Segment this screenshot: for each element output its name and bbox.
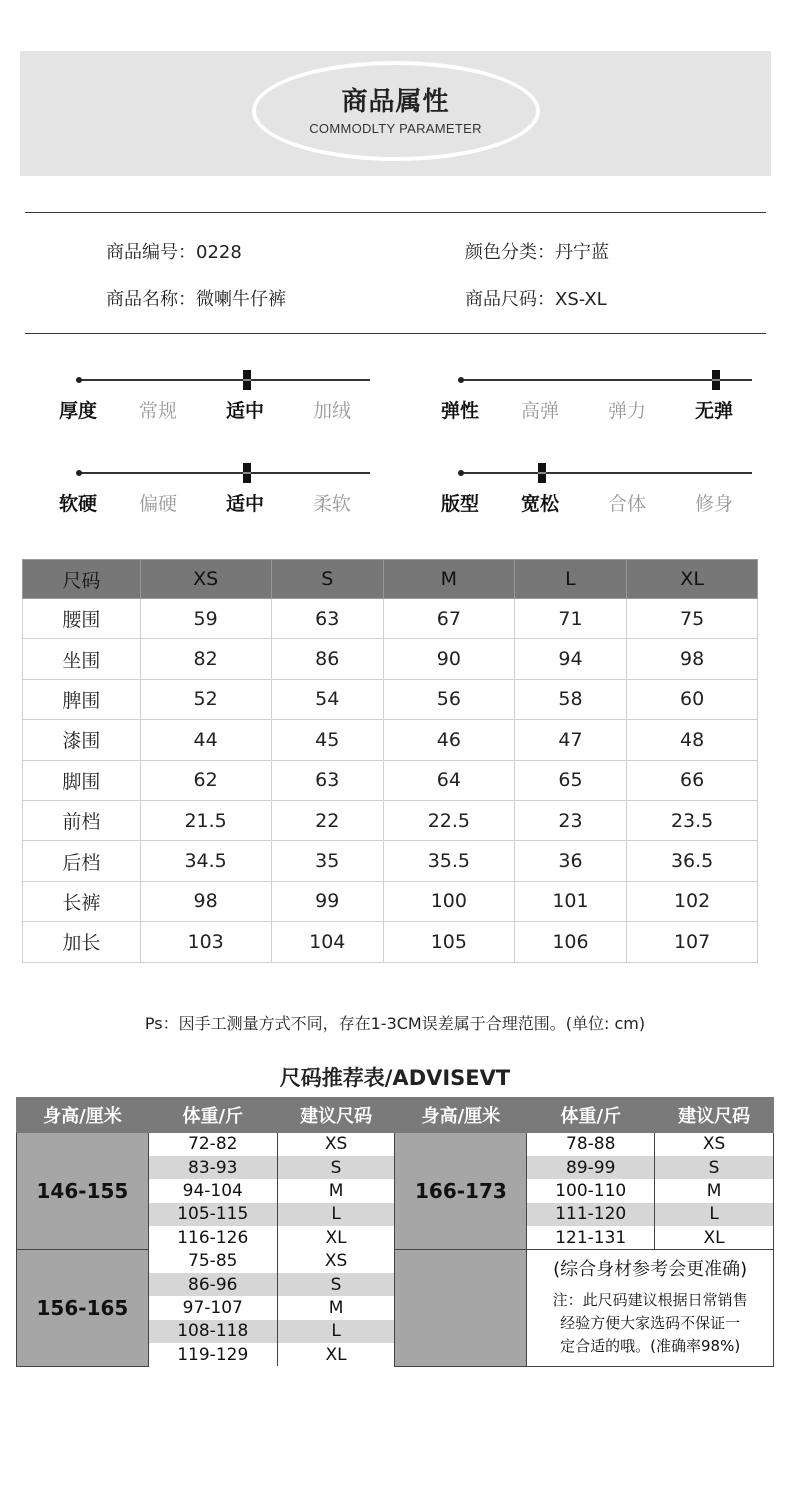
product-code: 商品编号：0228 <box>106 242 242 263</box>
slider-knob <box>538 463 546 483</box>
suggested-size: XL <box>277 1343 395 1366</box>
measure-value: 63 <box>271 760 383 800</box>
product-color: 颜色分类：丹宁蓝 <box>465 242 609 263</box>
divider <box>25 333 766 334</box>
attribute-option: 加绒 <box>312 400 351 422</box>
slider-start-dot <box>458 377 464 383</box>
table-row <box>23 599 758 639</box>
weight-range: 119-129 <box>148 1343 277 1366</box>
attribute-name: 软硬 <box>58 493 97 515</box>
measure-value: 98 <box>140 881 271 921</box>
slider-track <box>460 472 752 474</box>
measure-name: 脾围 <box>23 679 141 719</box>
measure-value: 71 <box>514 599 626 639</box>
measure-value: 22.5 <box>383 800 514 840</box>
table-row <box>23 720 758 760</box>
slider-track <box>78 379 370 381</box>
measure-value: 34.5 <box>140 841 271 881</box>
measure-value: 52 <box>140 679 271 719</box>
header-banner <box>20 51 771 176</box>
measure-value: 99 <box>271 881 383 921</box>
measurement-note: Ps：因手工测量方式不同，存在1-3CM误差属于合理范围。(单位: cm) <box>144 1014 646 1033</box>
measure-value: 56 <box>383 679 514 719</box>
weight-range: 105-115 <box>148 1203 277 1226</box>
measure-value: 36 <box>514 841 626 881</box>
weight-range: 116-126 <box>148 1226 277 1249</box>
slider-knob <box>243 463 251 483</box>
attribute-option: 弹力 <box>607 400 646 422</box>
measure-name: 腰围 <box>23 599 141 639</box>
measure-value: 23 <box>514 800 626 840</box>
measure-value: 105 <box>383 922 514 962</box>
note-line: 注：此尺码建议根据日常销售 <box>552 1290 748 1309</box>
suggested-size: L <box>277 1203 395 1226</box>
measure-value: 23.5 <box>627 800 758 840</box>
weight-range: 89-99 <box>527 1156 655 1179</box>
suggested-size: XL <box>277 1226 395 1249</box>
height-range: 166-173 <box>395 1133 527 1250</box>
weight-range: 75-85 <box>148 1249 277 1272</box>
table-row <box>23 639 758 679</box>
measure-value: 59 <box>140 599 271 639</box>
attribute-name: 厚度 <box>58 400 97 422</box>
recommend-header-cell: 体重/斤 <box>527 1098 655 1133</box>
recommend-header-cell: 建议尺码 <box>277 1098 395 1133</box>
size-header-cell: S <box>271 560 383 599</box>
measure-value: 100 <box>383 881 514 921</box>
slider-start-dot <box>76 470 82 476</box>
measure-name: 脚围 <box>23 760 141 800</box>
recommend-table <box>16 1097 774 1367</box>
measure-value: 75 <box>627 599 758 639</box>
measure-value: 65 <box>514 760 626 800</box>
note-line: 经验方便大家选码不保证一 <box>560 1313 741 1332</box>
table-row <box>23 800 758 840</box>
measure-value: 36.5 <box>627 841 758 881</box>
product-size: 商品尺码：XS-XL <box>465 289 607 310</box>
measure-value: 62 <box>140 760 271 800</box>
attribute-option: 适中 <box>225 493 264 515</box>
slider-start-dot <box>458 470 464 476</box>
measure-name: 后档 <box>23 841 141 881</box>
attribute-option: 合体 <box>607 493 646 515</box>
table-row <box>23 760 758 800</box>
attribute-option: 适中 <box>225 400 264 422</box>
weight-range: 97-107 <box>148 1296 277 1319</box>
measure-value: 48 <box>627 720 758 760</box>
suggested-size: S <box>277 1156 395 1179</box>
weight-range: 83-93 <box>148 1156 277 1179</box>
measure-name: 坐围 <box>23 639 141 679</box>
attribute-name: 版型 <box>440 493 479 515</box>
page-title: 商品属性 <box>341 87 450 117</box>
weight-range: 78-88 <box>527 1133 655 1156</box>
size-header-cell: L <box>514 560 626 599</box>
measure-value: 46 <box>383 720 514 760</box>
table-row <box>17 1133 774 1156</box>
attribute-name: 弹性 <box>440 400 479 422</box>
measure-value: 63 <box>271 599 383 639</box>
measure-value: 45 <box>271 720 383 760</box>
suggested-size: XS <box>277 1133 395 1156</box>
measure-value: 106 <box>514 922 626 962</box>
measure-value: 44 <box>140 720 271 760</box>
table-row <box>17 1249 774 1272</box>
attribute-option: 修身 <box>694 493 733 515</box>
measure-value: 35.5 <box>383 841 514 881</box>
measure-value: 47 <box>514 720 626 760</box>
size-header-cell: XS <box>140 560 271 599</box>
measure-value: 101 <box>514 881 626 921</box>
attribute-option: 高弹 <box>520 400 559 422</box>
weight-range: 72-82 <box>148 1133 277 1156</box>
table-row <box>23 881 758 921</box>
suggested-size: L <box>277 1320 395 1343</box>
measure-value: 102 <box>627 881 758 921</box>
slider-start-dot <box>76 377 82 383</box>
size-header-cell: 尺码 <box>23 560 141 599</box>
recommend-title: 尺码推荐表/ADVISEVT <box>279 1066 511 1090</box>
size-table <box>22 559 758 963</box>
measure-value: 67 <box>383 599 514 639</box>
attribute-option: 常规 <box>138 400 177 422</box>
size-header-cell: XL <box>627 560 758 599</box>
weight-range: 86-96 <box>148 1273 277 1296</box>
page-subtitle: COMMODLTY PARAMETER <box>309 121 482 136</box>
measure-value: 21.5 <box>140 800 271 840</box>
measure-value: 104 <box>271 922 383 962</box>
suggested-size: XS <box>277 1249 395 1272</box>
note-line: 定合适的哦。(准确率98%) <box>560 1336 741 1355</box>
measure-value: 60 <box>627 679 758 719</box>
measure-name: 前档 <box>23 800 141 840</box>
measure-value: 90 <box>383 639 514 679</box>
table-row <box>23 922 758 962</box>
weight-range: 100-110 <box>527 1179 655 1202</box>
weight-range: 94-104 <box>148 1179 277 1202</box>
table-row <box>23 841 758 881</box>
suggested-size: M <box>655 1179 774 1202</box>
slider-track <box>78 472 370 474</box>
slider-knob <box>712 370 720 390</box>
suggested-size: XL <box>655 1226 774 1249</box>
height-range: 146-155 <box>17 1133 149 1250</box>
measure-value: 86 <box>271 639 383 679</box>
height-range-empty <box>395 1249 527 1366</box>
table-row <box>23 679 758 719</box>
measure-value: 94 <box>514 639 626 679</box>
measure-value: 98 <box>627 639 758 679</box>
measure-value: 58 <box>514 679 626 719</box>
measure-value: 66 <box>627 760 758 800</box>
note-title: (综合身材参考会更准确) <box>553 1258 748 1280</box>
measure-value: 82 <box>140 639 271 679</box>
measure-value: 103 <box>140 922 271 962</box>
weight-range: 108-118 <box>148 1320 277 1343</box>
attribute-option: 无弹 <box>694 400 733 422</box>
weight-range: 111-120 <box>527 1203 655 1226</box>
measure-name: 加长 <box>23 922 141 962</box>
suggested-size: M <box>277 1296 395 1319</box>
measure-value: 64 <box>383 760 514 800</box>
size-header-cell: M <box>383 560 514 599</box>
suggested-size: XS <box>655 1133 774 1156</box>
suggested-size: L <box>655 1203 774 1226</box>
measure-value: 35 <box>271 841 383 881</box>
height-range: 156-165 <box>17 1249 149 1366</box>
weight-range: 121-131 <box>527 1226 655 1249</box>
product-name: 商品名称：微喇牛仔裤 <box>106 289 286 310</box>
attribute-option: 偏硬 <box>138 493 177 515</box>
suggested-size: S <box>277 1273 395 1296</box>
recommend-header-cell: 建议尺码 <box>655 1098 774 1133</box>
recommend-header-cell: 身高/厘米 <box>395 1098 527 1133</box>
recommend-header-cell: 身高/厘米 <box>17 1098 149 1133</box>
recommend-header-cell: 体重/斤 <box>148 1098 277 1133</box>
slider-knob <box>243 370 251 390</box>
divider <box>25 212 766 213</box>
attribute-option: 宽松 <box>520 493 559 515</box>
measure-value: 54 <box>271 679 383 719</box>
measure-name: 长裤 <box>23 881 141 921</box>
measure-value: 22 <box>271 800 383 840</box>
suggested-size: M <box>277 1179 395 1202</box>
recommend-note <box>527 1249 774 1366</box>
suggested-size: S <box>655 1156 774 1179</box>
measure-name: 漆围 <box>23 720 141 760</box>
slider-track <box>460 379 752 381</box>
measure-value: 107 <box>627 922 758 962</box>
attribute-option: 柔软 <box>312 493 351 515</box>
